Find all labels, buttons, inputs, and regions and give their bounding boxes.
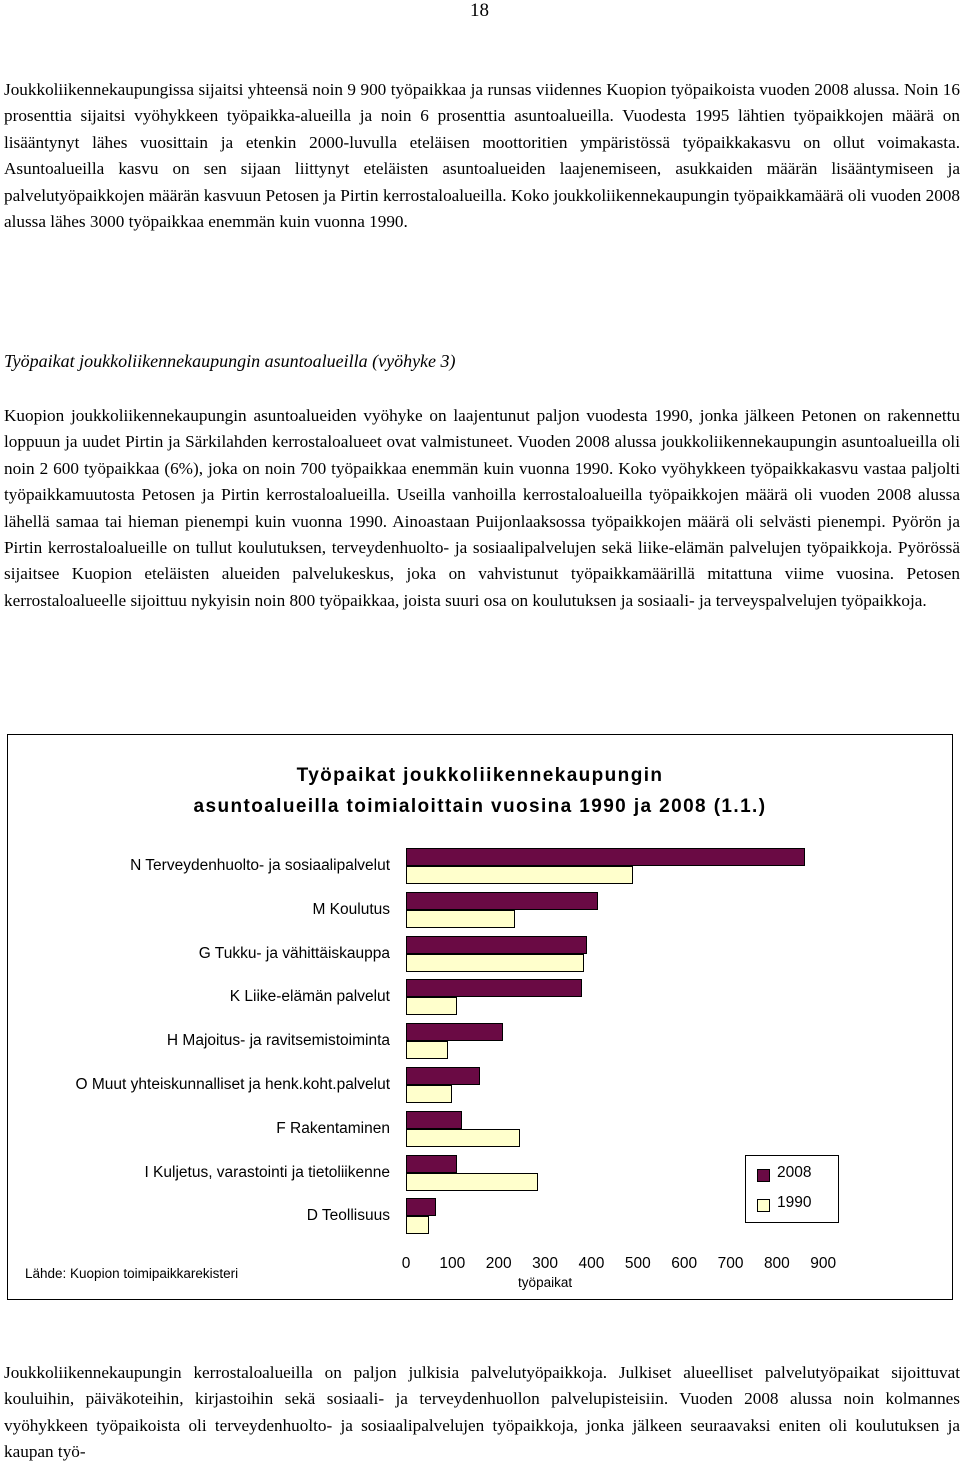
bar-1990 (406, 1085, 452, 1103)
legend-swatch-2008 (757, 1169, 770, 1182)
bar-2008 (406, 1198, 436, 1216)
category-label: H Majoitus- ja ravitsemistoiminta (166, 1032, 390, 1050)
bar-1990 (406, 997, 457, 1015)
category-label: G Tukku- ja vähittäiskauppa (198, 944, 390, 962)
category-label: K Liike-elämän palvelut (229, 988, 390, 1006)
chart-frame (7, 734, 953, 1300)
bar-1990 (406, 1216, 429, 1234)
bar-1990 (406, 910, 515, 928)
legend-label-1990: 1990 (777, 1194, 812, 1211)
bar-2008 (406, 892, 598, 910)
x-tick-label: 700 (717, 1255, 744, 1272)
bar-2008 (406, 1155, 457, 1173)
x-tick-label: 600 (671, 1255, 698, 1272)
paragraph-intro: Joukkoliikennekaupungissa sijaitsi yhteensä noin 9 900 työpaikkaa ja runsas viidennes Kuopion työpaikoista vuoden 2008 alussa. Noin 16 prosenttia sijaitsi vyöhykkeen työpaikka-alueilla ja noin 6 prosenttia asuntoalueilla. Vuodesta 1995 lähtien työpaikkojen määrä on lisääntynyt lähes vuosittain ja etenkin 2000-luvulla eteläisen moottoritien ympäristössä työpaikkakasvu on ollut voimakasta. Asuntoalueilla kasvu on sen sijaan liittynyt eteläisten asuntoalueiden laajenemiseen, asukkaiden määrän lisääntymiseen ja palvelutyöpaikkojen määrän kasvuun Petosen ja Pirtin kerrostaloalueilla. Koko joukkoliikennekaupungin työpaikkamäärä oli vuoden 2008 alussa lähes 3000 työpaikkaa enemmän kuin vuonna 1990. (4, 80, 960, 232)
bar-2008 (406, 1111, 462, 1129)
x-tick-label: 0 (401, 1255, 411, 1272)
bar-1990 (406, 1129, 520, 1147)
section-heading: Työpaikat joukkoliikennekaupungin asuntoalueilla (vyöhyke 3) (4, 351, 456, 371)
x-tick-label: 500 (624, 1255, 651, 1272)
bar-1990 (406, 1173, 538, 1191)
page-number: 18 (470, 0, 489, 21)
bar-2008 (406, 1067, 480, 1085)
bar-2008 (406, 848, 805, 866)
legend-swatch-1990 (757, 1199, 770, 1212)
x-tick-label: 200 (485, 1255, 512, 1272)
paragraph-public-services: Joukkoliikennekaupungin kerrostaloalueilla on paljon julkisia palvelutyöpaikkoja. Julkiset alueelliset palvelutyöpaikat sijoittuvat kouluihin, päiväkoteihin, kirjastoihin sekä sosiaali- ja terveydenhuollon palvelupisteisiin. Vuoden 2008 alussa noin kolmannes vyöhykkeen työpaikoista oli terveydenhuolto- ja sosiaalipalvelujen työpaikkoja, jonka jälkeen seuraavaksi eniten oli koulutuksen ja kaupan työ- (4, 1363, 960, 1462)
bar-1990 (406, 866, 633, 884)
category-label: N Terveydenhuolto- ja sosiaalipalvelut (130, 857, 390, 874)
category-label: M Koulutus (312, 900, 390, 918)
x-axis-title: työpaikat (518, 1275, 573, 1290)
x-tick-label: 900 (810, 1255, 837, 1272)
chart-title-line2: asuntoalueilla toimialoittain vuosina 1990 ja 2008 (1.1.) (193, 796, 767, 817)
legend (745, 1155, 839, 1223)
bar-2008 (406, 979, 582, 997)
category-label: D Teollisuus (306, 1207, 390, 1225)
x-tick-label: 100 (439, 1255, 466, 1272)
chart-title-line1: Työpaikat joukkoliikennekaupungin (296, 765, 664, 786)
x-tick-label: 300 (532, 1255, 559, 1272)
bar-1990 (406, 954, 584, 972)
bar-1990 (406, 1041, 448, 1059)
category-label: I Kuljetus, varastointi ja tietoliikenne (144, 1163, 390, 1181)
x-tick-label: 400 (578, 1255, 605, 1272)
bar-2008 (406, 1023, 503, 1041)
paragraph-residential-zone: Kuopion joukkoliikennekaupungin asuntoalueiden vyöhyke on laajentunut paljon vuodesta 1990, jonka jälkeen Petonen on rakennettu loppuun ja uudet Pirtin ja Särkilahden kerrostaloalueet ovat valmistuneet. Vuoden 2008 alussa joukkoliikennekaupungin asuntoalueilla oli noin 2 600 työpaikkaa (6%), joka on noin 700 työpaikkaa enemmän kuin vuonna 1990. Koko vyöhykkeen työpaikkakasvu vastaa paljolti työpaikkamuutosta Petosen ja Pirtin kerrostaloalueilla. Useilla vanhoilla kerrostaloalueilla työpaikkojen määrä oli vuoden 2008 alussa lähellä samaa tai hieman pienempi kuin vuonna 1990. Ainoastaan Puijonlaaksossa työpaikkojen määrä oli selvästi pienempi. Pyörön ja Pirtin kerrostaloalueille on tullut koulutuksen, terveydenhuolto- ja sosiaalipalvelujen sekä liike-elämän palvelujen työpaikkoja. Pyörössä sijaitsee Kuopion eteläisten alueiden palvelukeskus, joka on vahvistunut työpaikkamäärillä mitattuna viime vuosina. Petosen kerrostaloalueelle sijoittuu nykyisin noin 800 työpaikkaa, joista suuri osa on koulutuksen ja sosiaali- ja terveyspalvelujen työpaikkoja. (4, 406, 960, 610)
category-label: O Muut yhteiskunnalliset ja henk.koht.palvelut (75, 1076, 390, 1093)
x-tick-label: 800 (763, 1255, 790, 1272)
legend-label-2008: 2008 (777, 1164, 812, 1181)
category-label: F Rakentaminen (276, 1119, 390, 1137)
bar-2008 (406, 936, 587, 954)
chart-source: Lähde: Kuopion toimipaikkarekisteri (25, 1266, 239, 1281)
